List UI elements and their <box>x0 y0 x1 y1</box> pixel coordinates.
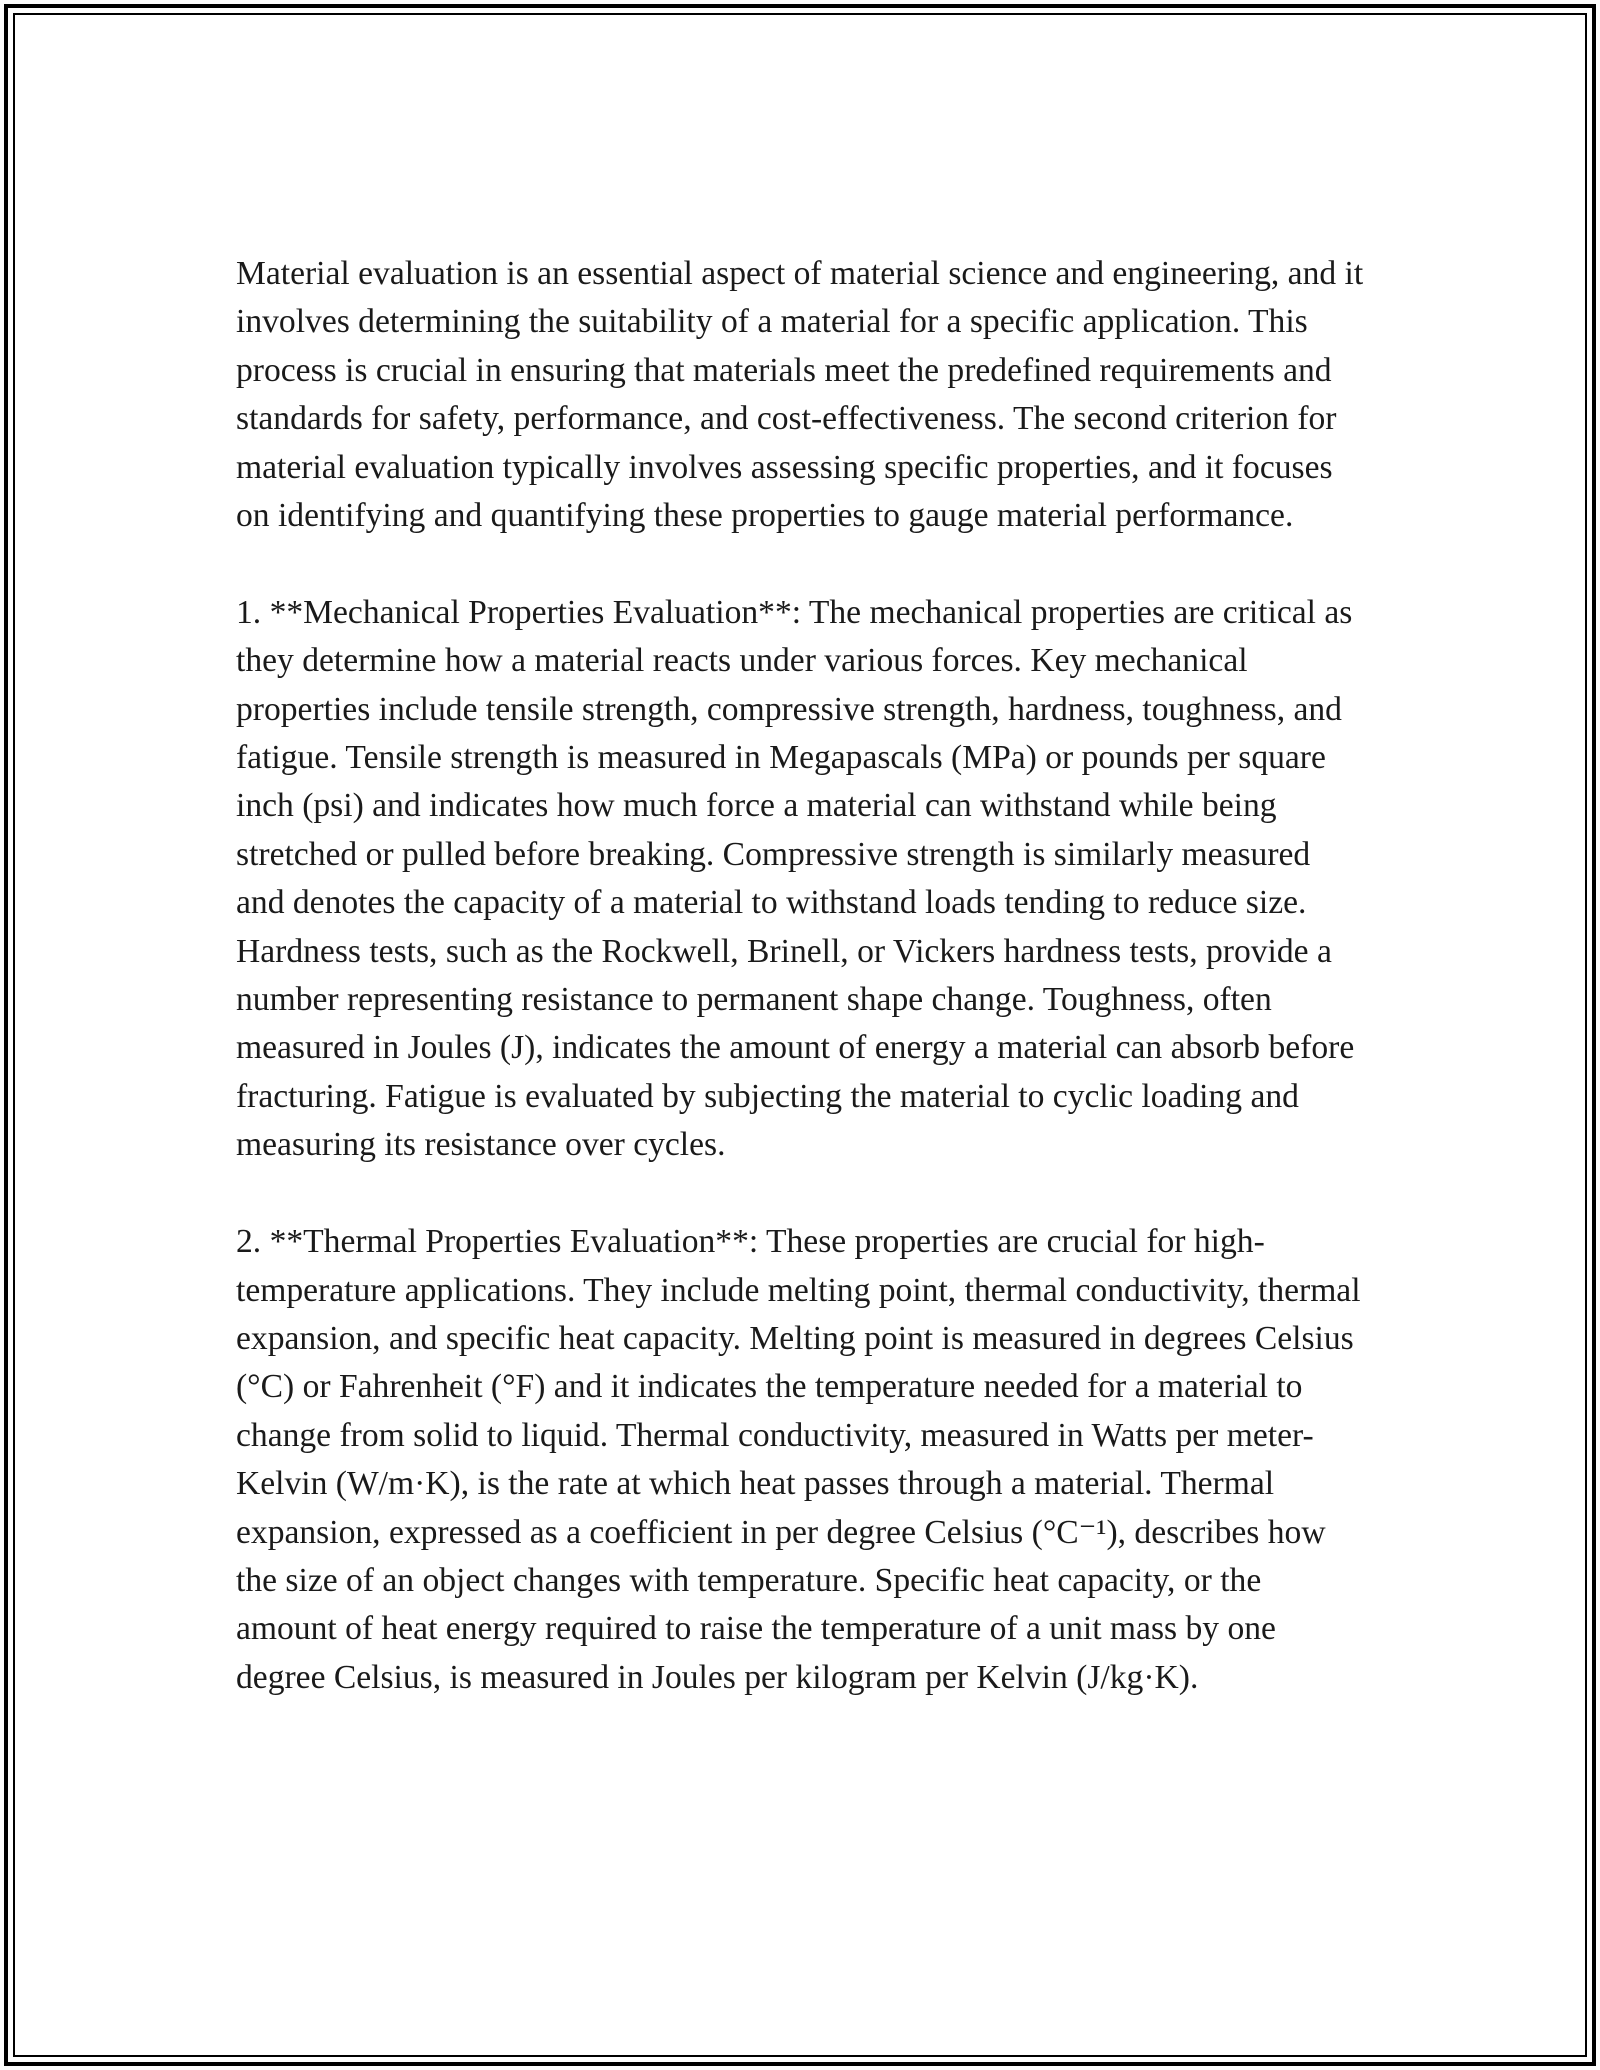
thermal-properties-paragraph: 2. **Thermal Properties Evaluation**: These properties are crucial for high-temperature applications. They include melting point, thermal conductivity, thermal expansion, and specific heat capacity. Melting point is measured in degrees Celsius (°C) or Fahrenheit (°F) and it indicates the temperature needed for a material to change from solid to liquid. Thermal conductivity, measured in Watts per meter-Kelvin (W/m·K), is the rate at which heat passes through a material. Thermal expansion, expressed as a coefficient in per degree Celsius (°C⁻¹), describes how the size of an object changes with temperature. Specific heat capacity, or the amount of heat energy required to raise the temperature of a unit mass by one degree Celsius, is measured in Joules per kilogram per Kelvin (J/kg·K). <box>236 1223 1361 1696</box>
intro-paragraph: Material evaluation is an essential aspect of material science and engineering, and it involves determining the suitability of a material for a specific application. This process is crucial in ensuring that materials meet the predefined requirements and standards for safety, performance, and cost-effectiveness. The second criterion for material evaluation typically involves assessing specific properties, and it focuses on identifying and quantifying these properties to gauge material performance. <box>236 255 1364 535</box>
mechanical-properties-paragraph: 1. **Mechanical Properties Evaluation**: The mechanical properties are critical as they determine how a material reacts under various forces. Key mechanical properties include tensile strength, compressive strength, hardness, toughness, and fatigue. Tensile strength is measured in Megapascals (MPa) or pounds per square inch (psi) and indicates how much force a material can withstand while being stretched or pulled before breaking. Compressive strength is similarly measured and denotes the capacity of a material to withstand loads tending to reduce size. Hardness tests, such as the Rockwell, Brinell, or Vickers hardness tests, provide a number representing resistance to permanent shape change. Toughness, often measured in Joules (J), indicates the amount of energy a material can absorb before fracturing. Fatigue is evaluated by subjecting the material to cyclic loading and measuring its resistance over cycles. <box>236 593 1355 1164</box>
document-body <box>236 250 1366 1702</box>
